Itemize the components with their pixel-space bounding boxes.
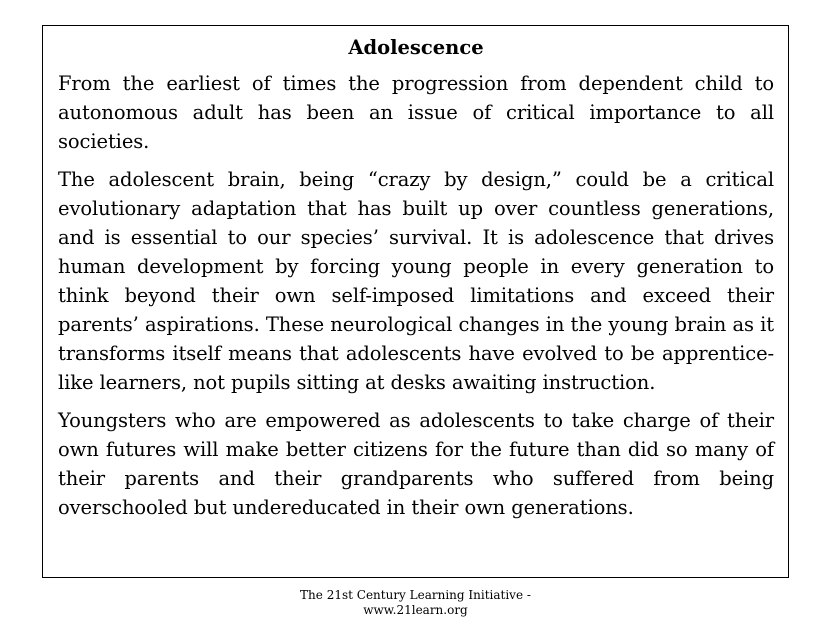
footer-url: www.21learn.org [363, 603, 468, 617]
content-box [42, 25, 789, 578]
paragraph-youngsters: Youngsters who are empowered as adolescents to take charge of their own futures will make better citizens for the future than did so many of their parents and their grandparents who suffered from being overschooled but undereducated in their own generations. [58, 409, 774, 519]
footer [0, 588, 831, 618]
paragraph-intro: From the earliest of times the progression from dependent child to autonomous adult has been an issue of critical importance to all societies. [58, 72, 774, 153]
paragraph-brain: The adolescent brain, being “crazy by design,” could be a critical evolutionary adaptation that has built up over countless generations, and is essential to our species’ survival. It is adolescence that drives human development by forcing young people in every generation to think beyond their own self-imposed limitations and exceed their parents’ aspirations. These neurological changes in the young brain as it transforms itself means that adolescents have evolved to be apprentice-like learners, not pupils sitting at desks awaiting instruction. [58, 168, 774, 394]
page-title: Adolescence [348, 36, 484, 59]
footer-credit: The 21st Century Learning Initiative - [300, 588, 531, 602]
